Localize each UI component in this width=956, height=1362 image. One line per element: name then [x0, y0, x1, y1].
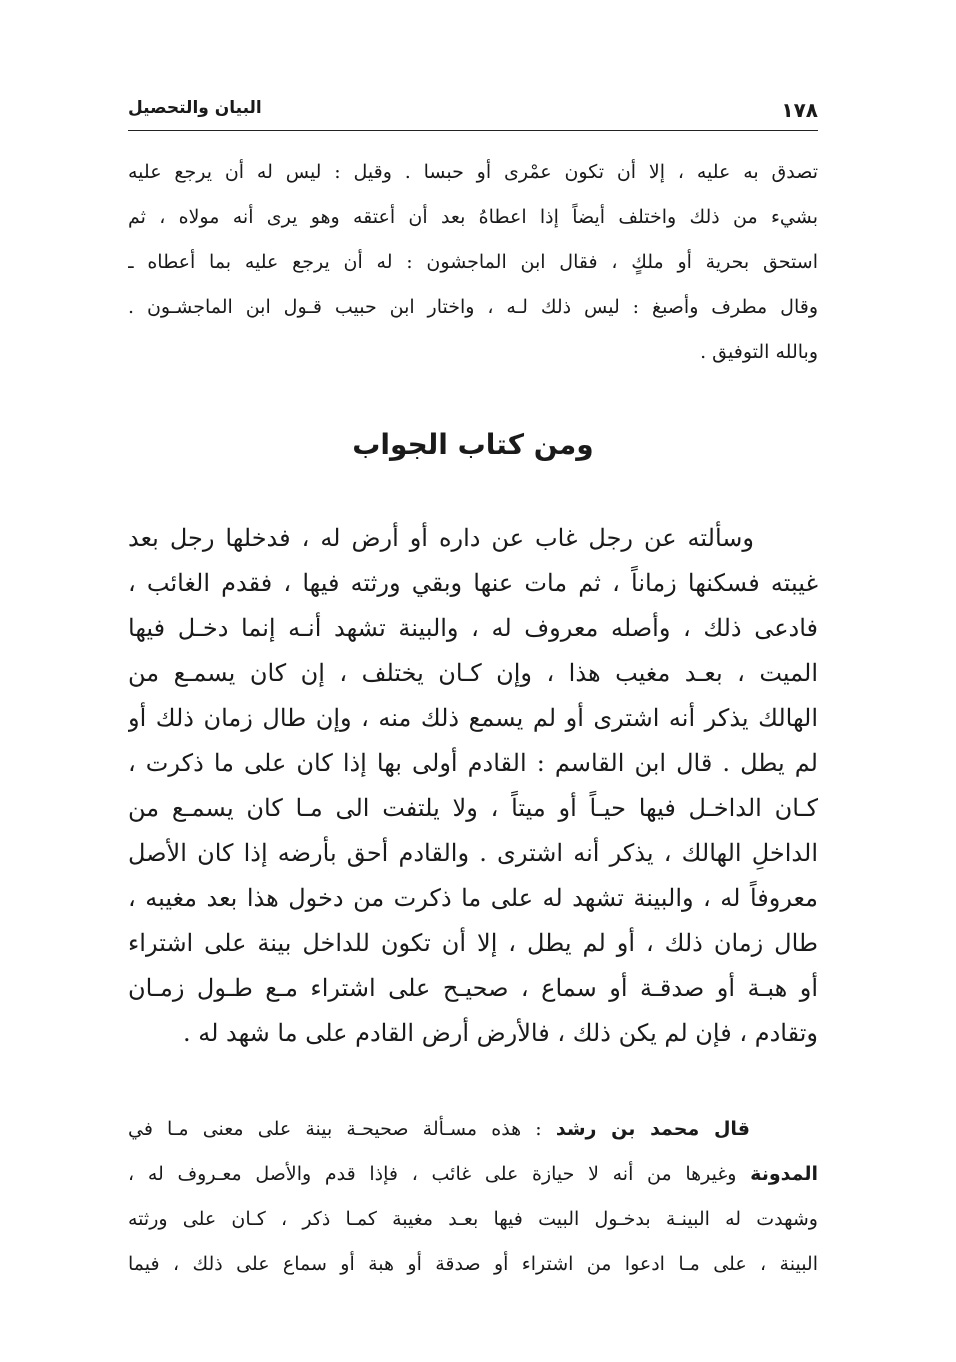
text-line: استحق بحرية أو ملكٍ ، فقال ابن الماجشون : له أن يرجع عليه بما أعطاه ـ [128, 251, 818, 273]
text-line: الهالك يذكر أنه اشترى أو لم يسمع ذلك منه ، وإن طال زمان ذلك أو [128, 704, 818, 732]
text-line: الداخلِ الهالك ، يذكر أنه اشترى . والقادم أحق بأرضه إذا كان الأصل [128, 839, 818, 867]
commentary-text: وغيرها من أنه لا حيازة على غائب ، فإذا قدم والأصل معـروف له ، [128, 1163, 751, 1185]
text-line: تصدق به عليه ، إلا أن تكون عمْرى أو حبسا . وقيل : ليس له أن يرجع عليه [128, 161, 818, 183]
commentary-line [128, 1152, 818, 1197]
text-line: طال زمان ذلك ، أو لم يطل ، إلا أن تكون للداخل بينة على اشتراء [128, 929, 818, 957]
text-line: الميت ، بعـد مغيب هذا ، وإن كـان يختلف ، إن كان يسمـع من [128, 659, 818, 687]
book-title-mudawwana: المدونة [750, 1163, 818, 1185]
commentary-line: وشهدت له البينـة بدخـول البيت فيها بعـد مغيبة كمـا ذكر ، كـان على ورثته [128, 1208, 818, 1230]
top-paragraph [128, 150, 818, 375]
text-line: لم يطل . قال ابن القاسم : القادم أولى بها إذا كان على ما ذكرت ، [128, 749, 818, 777]
commentary-text: : هذه مسـألة صحيحـة بينة على معنى مـا في [128, 1118, 556, 1140]
text-line: أو هبـة أو صدقـة أو سماع ، صحيـح على اشتراء مـع طـول زمـان [128, 974, 818, 1002]
commentary-line [128, 1107, 818, 1152]
page-number: ١٧٨ [781, 98, 818, 122]
running-header [128, 96, 818, 131]
text-line: غيبته فسكنها زماناً ، ثم مات عنها وبقي ورثته فيها ، فقدم الغائب ، [128, 569, 818, 597]
section-heading: ومن كتاب الجواب [352, 428, 594, 461]
text-line: وسألته عن رجل غاب عن داره أو أرض له ، فدخلها رجل بعد [128, 524, 754, 552]
text-line: وبالله التوفيق . [700, 341, 818, 363]
text-line: وتقادم ، فإن لم يكن ذلك ، فالأرض أرض القادم على ما شهد له . [182, 1019, 818, 1047]
commentary-paragraph [128, 1107, 818, 1287]
text-line: معروفاً له ، والبينة تشهد له على ما ذكرت من دخول هذا بعد مغيبه ، [128, 884, 818, 912]
text-line: كـان الداخـل فيها حيـاً أو ميتاً ، ولا يلتفت الى مـا كان يسمـع من [128, 794, 818, 822]
text-line: فادعى ذلك ، وأصله معروف له ، والبينة تشهد أنـه إنما دخـل فيها [128, 614, 818, 642]
text-line: بشيء من ذلك واختلف أيضاً إذا اعطاهُ بعد أن أعتقه وهو يرى أنه مولاه ، ثم [128, 206, 818, 228]
running-title: البيان والتحصيل [128, 98, 262, 118]
commentary-line: البينة ، على مـا ادعوا من اشتراء أو صدقة أو هبة أو سماع على ذلك ، فيما [128, 1253, 818, 1275]
text-line: وقال مطرف وأصبغ : ليس ذلك لـه ، واختار ابن حبيب قـول ابن الماجشـون . [128, 296, 818, 318]
main-paragraph [128, 516, 818, 1056]
commentary-speaker: قال محمد بن رشد [555, 1118, 750, 1140]
